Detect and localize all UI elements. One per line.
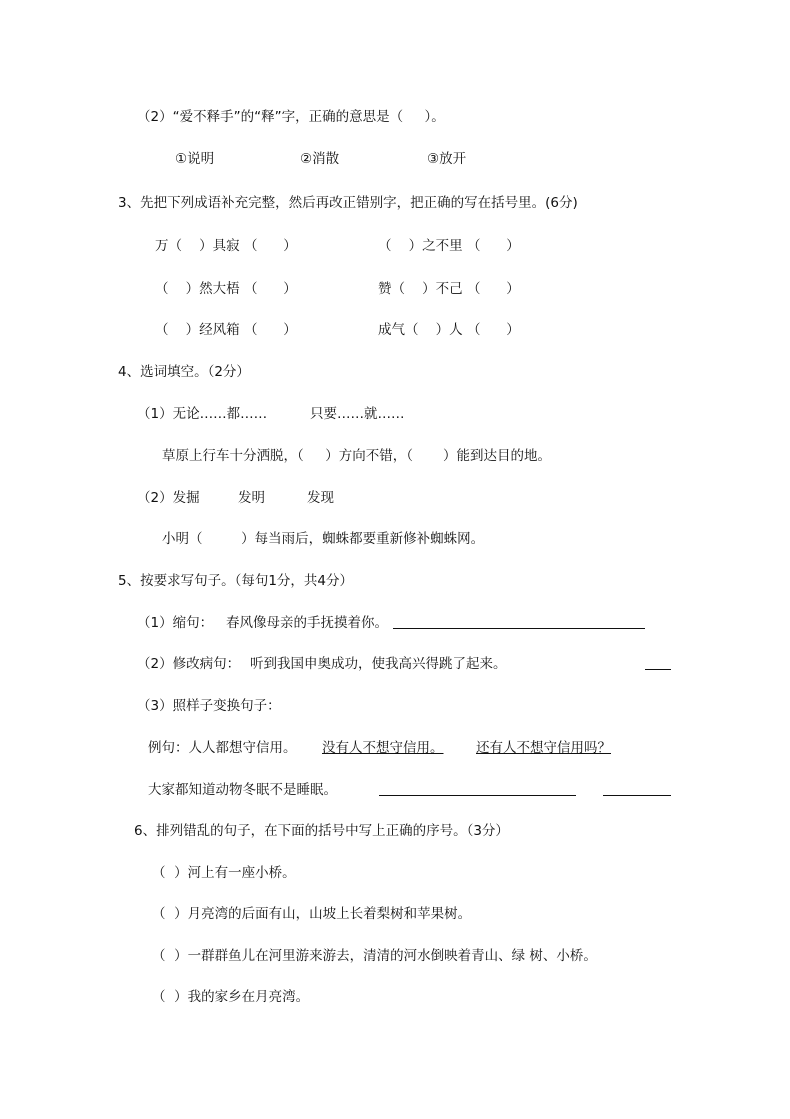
q5-example-label: 例句：人人都想守信用。 — [148, 740, 297, 756]
q6-item-1: （ ）河上有一座小桥。 — [152, 865, 296, 881]
q4-title: 4、选词填空。（2分） — [118, 364, 250, 380]
q3-item-1: 万（ ）具寂 （ ） — [155, 238, 297, 254]
q4-part2-label: （2）发掘 — [137, 490, 200, 506]
q2-2-prompt: （2）“爱不释手”的“释”字，正确的意思是（ ）。 — [137, 109, 445, 125]
q4-part1-sentence: 草原上行车十分洒脱，（ ）方向不错，（ ）能到达目的地。 — [162, 448, 551, 464]
q4-part2-sentence: 小明（ ）每当雨后，蜘蛛都要重新修补蜘蛛网。 — [162, 531, 485, 547]
q5-s2-text: 听到我国申奥成功，使我高兴得跳了起来。 — [250, 656, 507, 672]
q3-item-6: 成气（ ）人 （ ） — [378, 322, 520, 338]
q5-s1-text: 春风像母亲的手抚摸着你。 — [226, 615, 388, 631]
q6-item-3: （ ）一群群鱼儿在河里游来游去，清清的河水倒映着青山、绿 树、小桥。 — [152, 948, 597, 964]
q6-item-4: （ ）我的家乡在月亮湾。 — [152, 989, 310, 1005]
q6-item-2: （ ）月亮湾的后面有山，山坡上长着梨树和苹果树。 — [152, 906, 472, 922]
q5-s3-label: （3）照样子变换句子： — [137, 698, 281, 714]
q6-title: 6、排列错乱的句子，在下面的括号中写上正确的序号。（3分） — [134, 823, 509, 839]
q4-part2-option3: 发现 — [307, 490, 334, 506]
q2-2-option-1: ①说明 — [175, 151, 215, 167]
q3-item-4: 赞（ ）不己 （ ） — [378, 281, 520, 297]
q5-example-b: 还有人不想守信用吗？ — [476, 740, 611, 756]
q2-2-option-3: ③放开 — [427, 151, 467, 167]
q5-task-answer-line-1[interactable] — [379, 795, 576, 796]
q5-s2-answer-line[interactable] — [645, 669, 671, 670]
q4-part1-label: （1）无论……都…… — [137, 406, 268, 422]
q5-task-sentence: 大家都知道动物冬眠不是睡眠。 — [148, 782, 337, 798]
q2-2-option-2: ②消散 — [300, 151, 340, 167]
q3-item-2: （ ）之不里 （ ） — [378, 238, 520, 254]
q4-part2-option2: 发明 — [238, 490, 265, 506]
q5-example-a: 没有人不想守信用。 — [322, 740, 444, 756]
q4-part1-option2: 只要……就…… — [310, 406, 405, 422]
q5-task-answer-line-2[interactable] — [603, 795, 671, 796]
q5-s2-label: （2）修改病句： — [137, 656, 241, 672]
q5-s1-answer-line[interactable] — [393, 628, 645, 629]
q5-s1-label: （1）缩句： — [137, 615, 214, 631]
q5-title: 5、按要求写句子。（每句1分，共4分） — [118, 573, 354, 589]
q3-title: 3、先把下列成语补充完整，然后再改正错别字，把正确的写在括号里。(6分) — [118, 195, 578, 211]
q3-item-3: （ ）然大梧 （ ） — [155, 281, 297, 297]
q3-item-5: （ ）经风箱 （ ） — [155, 322, 297, 338]
